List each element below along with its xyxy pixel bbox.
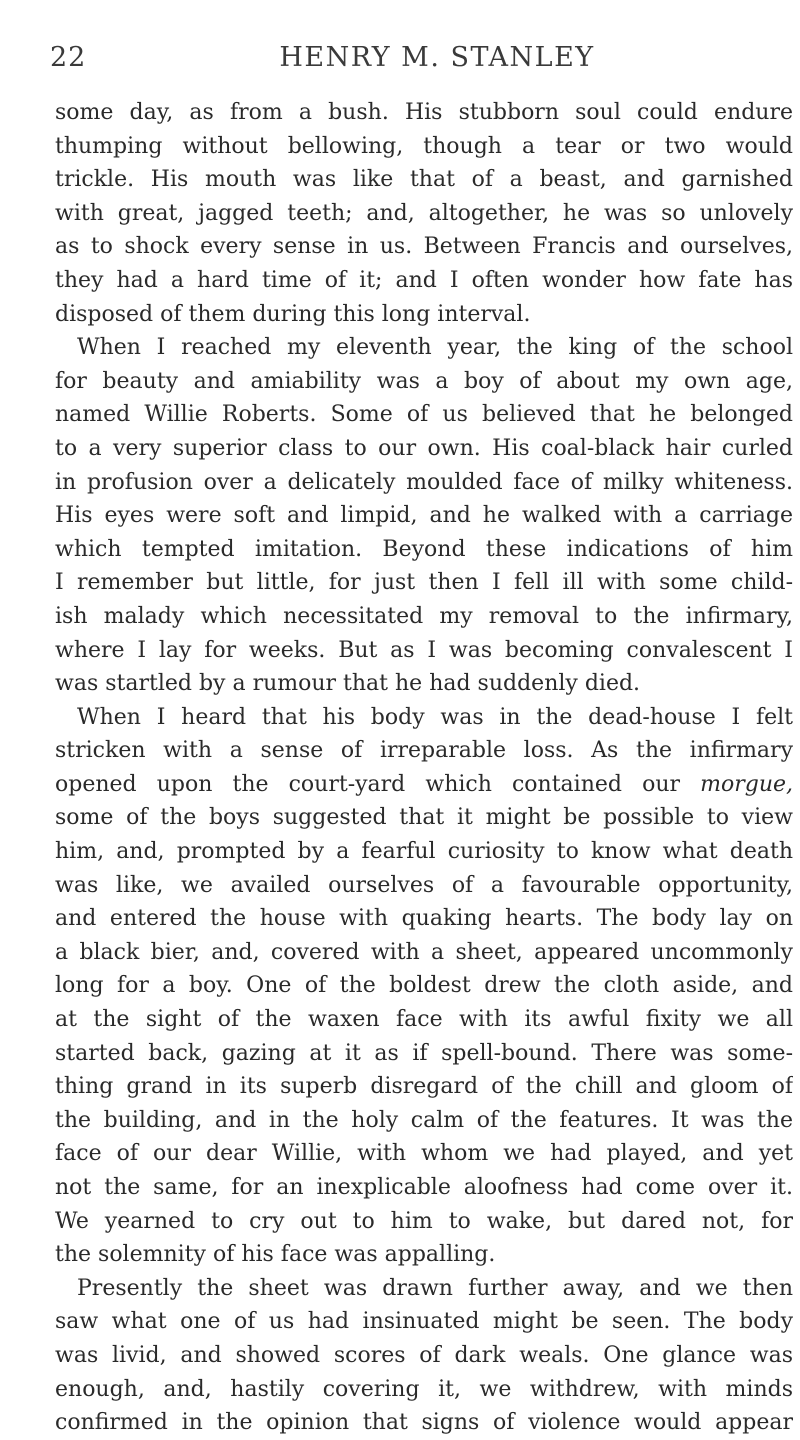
text-line	[55, 1406, 793, 1440]
text-line-content: and entered the house with quaking hearts. The body lay on	[55, 906, 793, 932]
text-line	[55, 634, 793, 668]
text-line	[55, 264, 793, 298]
text-line	[55, 1003, 793, 1037]
text-line	[55, 667, 793, 701]
text-line-content: was like, we availed ourselves of a favourable opportunity,	[55, 872, 793, 898]
text-line-content: When I reached my eleventh year, the king of the school	[77, 335, 793, 361]
text-line-content: where I lay for weeks. But as I was becoming convalescent I	[55, 637, 793, 663]
text-line	[55, 869, 793, 903]
text-line	[55, 96, 793, 130]
text-line-content: to a very superior class to our own. His coal-black hair curled	[55, 435, 793, 461]
text-line-content: long for a boy. One of the boldest drew the cloth aside, and	[55, 973, 793, 999]
text-line-content: for beauty and amiability was a boy of about my own age,	[55, 368, 793, 394]
running-title: HENRY M. STANLEY	[279, 42, 595, 73]
text-line-content: some day, as from a bush. His stubborn soul could endure	[55, 100, 793, 125]
text-line-content: trickle. His mouth was like that of a beast, and garnished	[55, 167, 793, 193]
text-line	[55, 466, 793, 500]
text-line	[55, 163, 793, 197]
text-line-content: they had a hard time of it; and I often wonder how fate has	[55, 267, 793, 293]
text-line-content: with great, jagged teeth; and, altogether, he was so unlovely	[55, 200, 793, 226]
text-line-content: as to shock every sense in us. Between Francis and ourselves,	[55, 234, 793, 260]
text-line	[55, 398, 793, 432]
text-line	[55, 1339, 793, 1373]
text-line	[55, 1104, 793, 1138]
text-line-content: When I heard that his body was in the dead-house I felt	[77, 704, 793, 730]
text-line-content: in profusion over a delicately moulded face of milky whiteness.	[55, 469, 793, 495]
text-line-content: some of the boys suggested that it might be possible to view	[55, 805, 793, 831]
text-line	[55, 230, 793, 264]
text-line-content: thing grand in its superb disregard of the chill and gloom of	[55, 1074, 793, 1100]
text-line	[55, 533, 793, 567]
text-line	[55, 1373, 793, 1407]
text-line-content: opened upon the court-yard which contained our	[55, 771, 701, 797]
text-line	[55, 566, 793, 600]
text-line-content: was livid, and showed scores of dark weals. One glance was	[55, 1342, 793, 1368]
text-line-content: thumping without bellowing, though a tear or two would	[55, 133, 793, 159]
text-line	[55, 1037, 793, 1071]
text-line	[55, 432, 793, 466]
text-line	[55, 298, 793, 332]
text-line-content: disposed of them during this long interval.	[55, 301, 531, 327]
text-line-content: at the sight of the waxen face with its awful fixity we all	[55, 1007, 793, 1033]
text-line-content: enough, and, hastily covering it, we withdrew, with minds	[55, 1376, 793, 1402]
text-line-content: him, and, prompted by a fearful curiosity to know what death	[55, 839, 793, 865]
text-line-content: ish malady which necessitated my removal to the infirmary,	[55, 603, 793, 629]
text-line	[55, 936, 793, 970]
text-line-content: Presently the sheet was drawn further away, and we then	[77, 1275, 793, 1301]
text-line-content: stricken with a sense of irreparable loss. As the infirmary	[55, 738, 793, 764]
text-line	[55, 1205, 793, 1239]
text-line-content: We yearned to cry out to him to wake, but dared not, for	[55, 1208, 793, 1234]
text-line	[55, 130, 793, 164]
text-line	[55, 768, 793, 802]
text-line-content: named Willie Roberts. Some of us believed that he belonged	[55, 402, 793, 428]
text-line	[55, 365, 793, 399]
text-line	[55, 902, 793, 936]
text-line-content: not the same, for an inexplicable aloofness had come over it.	[55, 1175, 793, 1200]
italic-word: morgue,	[700, 771, 793, 797]
text-line-content: saw what one of us had insinuated might be seen. The body	[55, 1309, 793, 1335]
body-text	[55, 96, 793, 1440]
text-line-content: the solemnity of his face was appalling.	[55, 1242, 496, 1268]
text-line	[55, 1070, 793, 1104]
text-line	[55, 1171, 793, 1205]
text-line	[55, 701, 793, 735]
text-line-content: started back, gazing at it as if spell-bound. There was some-	[55, 1040, 793, 1066]
text-line	[55, 1305, 793, 1339]
page-header	[50, 36, 794, 80]
text-line	[55, 969, 793, 1003]
text-line-content: His eyes were soft and limpid, and he walked with a carriage	[55, 503, 793, 529]
text-line-content: I remember but little, for just then I fell ill with some child-	[55, 570, 793, 596]
text-line-content: which tempted imitation. Beyond these indications of him	[55, 536, 793, 562]
text-line-content: a black bier, and, covered with a sheet, appeared uncommonly	[55, 939, 793, 965]
text-line-content: confirmed in the opinion that signs of violence would appear	[55, 1410, 793, 1436]
text-line	[55, 734, 793, 768]
text-line	[55, 499, 793, 533]
text-line	[55, 331, 793, 365]
text-line	[55, 1272, 793, 1306]
text-line	[55, 801, 793, 835]
text-line-content: was startled by a rumour that he had suddenly died.	[55, 671, 641, 697]
text-line-content: the building, and in the holy calm of the features. It was the	[55, 1107, 793, 1133]
text-line	[55, 1137, 793, 1171]
text-line-content: face of our dear Willie, with whom we had played, and yet	[55, 1141, 793, 1167]
text-line	[55, 197, 793, 231]
text-line	[55, 835, 793, 869]
text-line	[55, 1238, 793, 1272]
text-line	[55, 600, 793, 634]
page-number: 22	[50, 42, 87, 73]
